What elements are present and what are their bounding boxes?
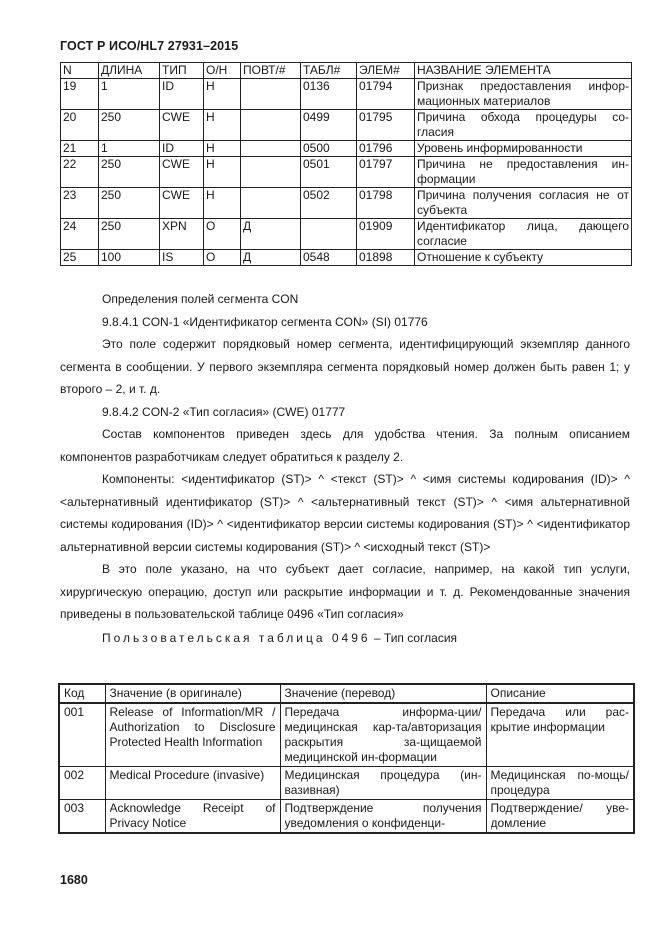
table-cell: CWE — [160, 110, 204, 141]
column-header: НАЗВАНИЕ ЭЛЕМЕНТА — [415, 63, 632, 79]
column-header: Значение (перевод) — [280, 684, 486, 703]
document-header: ГОСТ Р ИСО/HL7 27931–2015 — [60, 39, 239, 53]
column-header: ДЛИНА — [99, 63, 160, 79]
table-cell: Д — [241, 250, 301, 266]
table-cell: 250 — [99, 110, 160, 141]
table-row — [61, 79, 632, 110]
table-cell: 01797 — [357, 157, 415, 188]
cell-text: Acknowledge Receipt of Privacy Notice — [109, 801, 276, 830]
table-cell: Медицинская по-мощь/ процедура — [486, 767, 634, 800]
table-row — [61, 219, 632, 250]
table-cell: 0499 — [301, 110, 357, 141]
table-cell: Н — [204, 188, 241, 219]
table-row — [61, 141, 632, 157]
table-cell: 250 — [99, 157, 160, 188]
table-cell: Release of Information/MR / Authorization to Disclosure Protected Health Information — [105, 703, 280, 767]
cell-text: 003 — [64, 801, 85, 815]
table-cell: 0501 — [301, 157, 357, 188]
table-cell: ID — [160, 79, 204, 110]
table-cell: 250 — [99, 188, 160, 219]
table-cell: 22 — [61, 157, 99, 188]
paragraph: Это поле содержит порядковый номер сегмента, идентифицирующий экземпляр данного сегмента в сообщении. У первого экземпляра сегмента порядковый номер должен быть равен 1; у второго – 2, и т. д. — [60, 337, 630, 396]
column-header: N — [61, 63, 99, 79]
table-row — [61, 188, 632, 219]
table-caption-title: – Тип согласия — [370, 630, 458, 645]
table-cell: 01795 — [357, 110, 415, 141]
table-cell: 23 — [61, 188, 99, 219]
table-cell — [59, 800, 105, 834]
table-cell: 0136 — [301, 79, 357, 110]
table-row — [59, 800, 634, 834]
table-cell: Передача или рас-крытие информации — [486, 703, 634, 767]
table-cell: Идентификатор лица, дающего согласие — [415, 219, 632, 250]
table-cell: О — [204, 250, 241, 266]
table-cell — [241, 157, 301, 188]
consent-type-table — [58, 683, 635, 834]
table-cell: 01898 — [357, 250, 415, 266]
cell-text: Подтверждение получения уведомления о конфиденци- — [284, 801, 482, 830]
table-cell — [486, 800, 634, 834]
column-header: Описание — [486, 684, 634, 703]
table-cell: CWE — [160, 157, 204, 188]
table-cell: Отношение к субъекту — [415, 250, 632, 266]
table-cell: Причина получения согласия не от субъекта — [415, 188, 632, 219]
table-cell: Н — [204, 79, 241, 110]
table-cell — [301, 219, 357, 250]
table-cell: 0548 — [301, 250, 357, 266]
body-text — [60, 288, 630, 649]
table-row — [61, 157, 632, 188]
table-caption-name: Пользовательская таблица 0496 — [102, 630, 371, 645]
table-cell: 21 — [61, 141, 99, 157]
table-cell: 01909 — [357, 219, 415, 250]
table-cell: Уровень информированности — [415, 141, 632, 157]
table-cell: 0500 — [301, 141, 357, 157]
section-heading: Определения полей сегмента CON — [102, 292, 299, 306]
table-cell: XPN — [160, 219, 204, 250]
table-header-row — [61, 63, 632, 79]
table-row — [59, 703, 634, 767]
table-row — [59, 767, 634, 800]
table-cell — [241, 188, 301, 219]
table-cell: 250 — [99, 219, 160, 250]
column-header: ЭЛЕМ# — [357, 63, 415, 79]
cell-text: Подтверждение/ уве-домление — [490, 801, 629, 830]
table-cell: Д — [241, 219, 301, 250]
table-row — [61, 110, 632, 141]
table-cell: 100 — [99, 250, 160, 266]
paragraph: В это поле указано, на что субъект дает согласие, например, на какой тип услуги, хирургическую операцию, доступ или раскрытие информации и т. д. Рекомендованные значения приведены в пользовательской таблице 0496 «Тип согласия» — [60, 562, 630, 621]
table-cell — [241, 79, 301, 110]
table-cell: 1 — [99, 141, 160, 157]
table-cell: Н — [204, 157, 241, 188]
column-header: ТИП — [160, 63, 204, 79]
table-header-row — [59, 684, 634, 703]
table-cell: ID — [160, 141, 204, 157]
table-cell — [105, 800, 280, 834]
field-heading: 9.8.4.1 CON-1 «Идентификатор сегмента CON» (SI) 01776 — [102, 314, 428, 329]
table-cell: IS — [160, 250, 204, 266]
page-number: 1680 — [60, 873, 88, 887]
table-cell: Н — [204, 110, 241, 141]
table-cell — [280, 800, 486, 834]
table-cell: 20 — [61, 110, 99, 141]
table-cell: Medical Procedure (invasive) — [105, 767, 280, 800]
column-header: Значение (в оригинале) — [105, 684, 280, 703]
table-cell: Причина не предоставления ин-формации — [415, 157, 632, 188]
table-cell: CWE — [160, 188, 204, 219]
table-cell — [241, 110, 301, 141]
table-cell: Признак предоставления инфор-мационных материалов — [415, 79, 632, 110]
table-row — [61, 250, 632, 266]
table-cell: Медицинская процедура (ин-вазивная) — [280, 767, 486, 800]
table-cell: Причина обхода процедуры со-гласия — [415, 110, 632, 141]
table-caption — [60, 627, 630, 650]
segment-fields-table — [60, 62, 632, 266]
column-header: О/Н — [204, 63, 241, 79]
table-cell: 25 — [61, 250, 99, 266]
column-header: ПОВТ/# — [241, 63, 301, 79]
table-cell: 002 — [59, 767, 105, 800]
table-cell: 01798 — [357, 188, 415, 219]
table-cell: 0502 — [301, 188, 357, 219]
table-cell: 24 — [61, 219, 99, 250]
table-cell — [241, 141, 301, 157]
column-header: Код — [59, 684, 105, 703]
table-cell: 1 — [99, 79, 160, 110]
column-header: ТАБЛ# — [301, 63, 357, 79]
paragraph: Компоненты: <идентификатор (ST)> ^ <текст (ST)> ^ <имя системы кодирования (ID)> ^ <альтернативный идентификатор (ST)> ^ <альтернативный текст (ST)> ^ <имя альтернативной системы кодирования (ID)> ^ <идентификатор версии системы кодирования (ST)> ^ <идентификатор альтернативной версии системы кодирования (ST)> ^ <исходный текст (ST)> — [60, 472, 630, 554]
table-cell: 01794 — [357, 79, 415, 110]
table-cell: Н — [204, 141, 241, 157]
table-cell: 19 — [61, 79, 99, 110]
table-cell: Передача информа-ции/медицинская кар-та/авторизация раскрытия за-щищаемой медицинской ин-формации — [280, 703, 486, 767]
table-cell: О — [204, 219, 241, 250]
table-cell: 01796 — [357, 141, 415, 157]
paragraph: Состав компонентов приведен здесь для удобства чтения. За полным описанием компонентов разработчикам следует обратиться к разделу 2. — [60, 427, 630, 464]
field-heading: 9.8.4.2 CON-2 «Тип согласия» (CWE) 01777 — [102, 404, 346, 419]
table-cell: 001 — [59, 703, 105, 767]
